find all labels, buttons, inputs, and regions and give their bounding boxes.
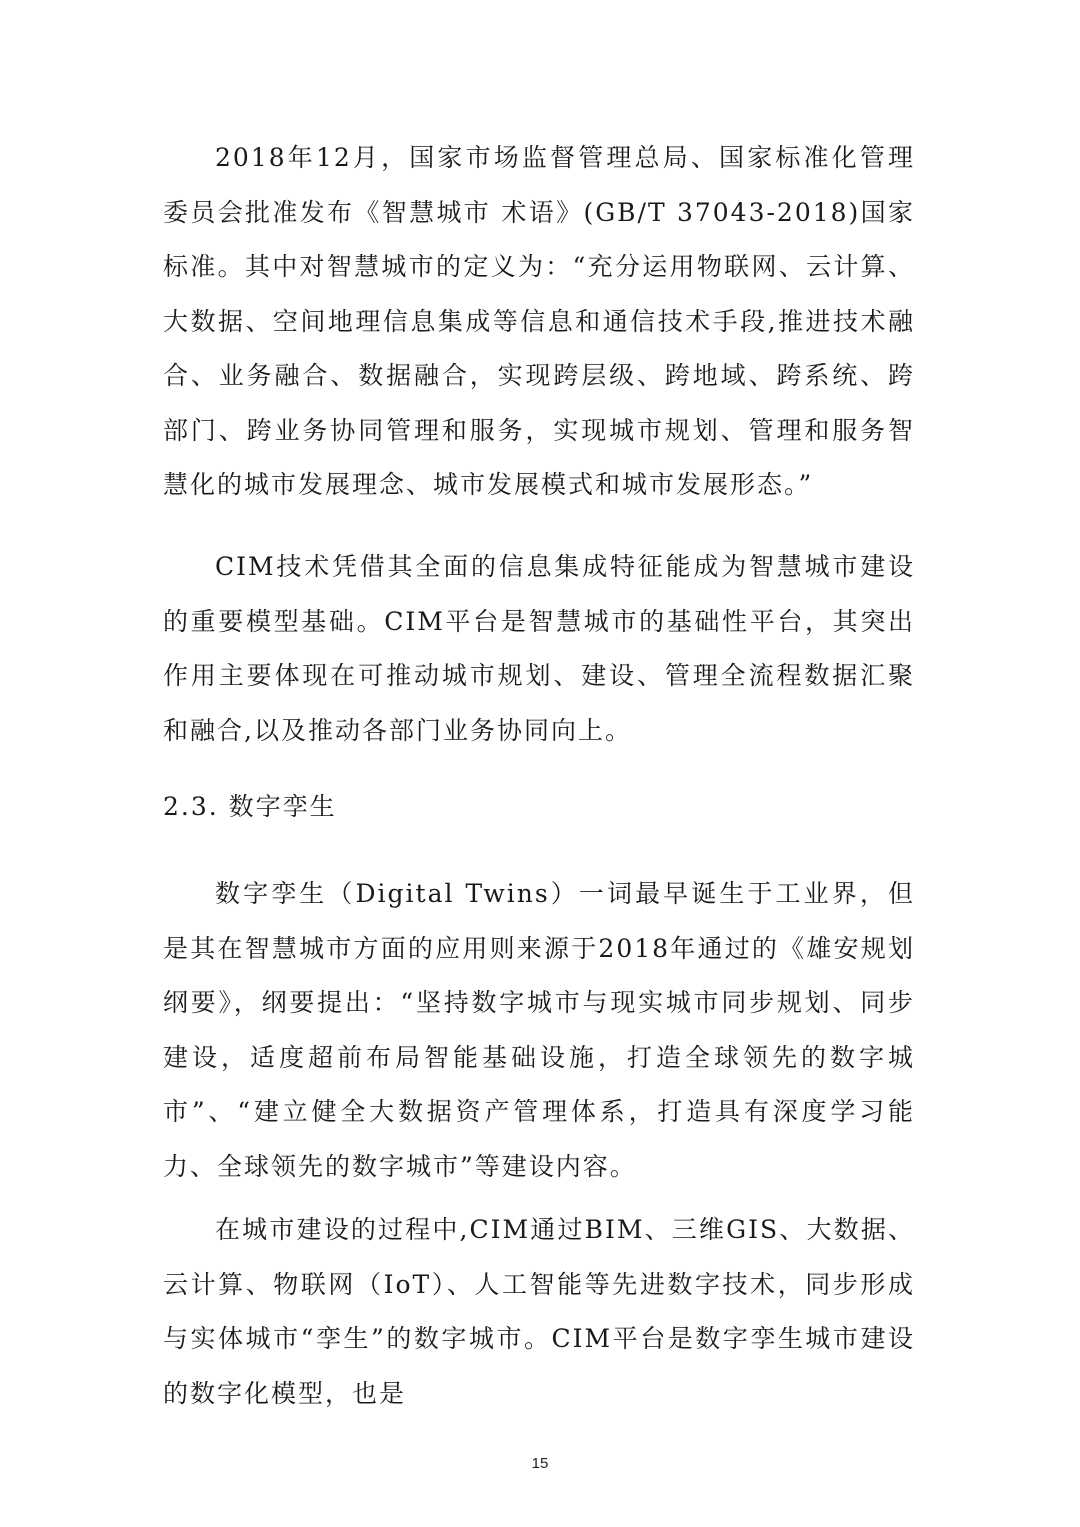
paragraph-smart-city-definition: 2018年12月，国家市场监督管理总局、国家标准化管理委员会批准发布《智慧城市 术语》(GB/T 37043-2018)国家标准。其中对智慧城市的定义为：“充分运用物联网、云计算、大数据、空间地理信息集成等信息和通信技术手段,推进技术融合、业务融合、数据融合，实现跨层级、跨地域、跨系统、跨部门、跨业务协同管理和服务，实现城市规划、管理和服务智慧化的城市发展理念、城市发展模式和城市发展形态。” <box>163 143 915 499</box>
paragraph-digital-twins-origin: 数字孪生（Digital Twins）一词最早诞生于工业界，但是其在智慧城市方面的应用则来源于2018年通过的《雄安规划纲要》，纲要提出：“坚持数字城市与现实城市同步规划、同步建设，适度超前布局智能基础设施，打造全球领先的数字城市”、“建立健全大数据资产管理体系，打造具有深度学习能力、全球领先的数字城市”等建设内容。 <box>163 879 915 1181</box>
paragraph-cim-digital-city: 在城市建设的过程中,CIM通过BIM、三维GIS、大数据、云计算、物联网（IoT）、人工智能等先进数字技术，同步形成与实体城市“孪生”的数字城市。CIM平台是数字孪生城市建设的数字化模型，也是 <box>163 1215 915 1408</box>
page-number: 15 <box>531 1455 549 1472</box>
section-heading: 2.3. 数字孪生 <box>163 792 337 821</box>
paragraph-cim-foundation: CIM技术凭借其全面的信息集成特征能成为智慧城市建设的重要模型基础。CIM平台是智慧城市的基础性平台，其突出作用主要体现在可推动城市规划、建设、管理全流程数据汇聚和融合,以及推动各部门业务协同向上。 <box>163 552 915 745</box>
